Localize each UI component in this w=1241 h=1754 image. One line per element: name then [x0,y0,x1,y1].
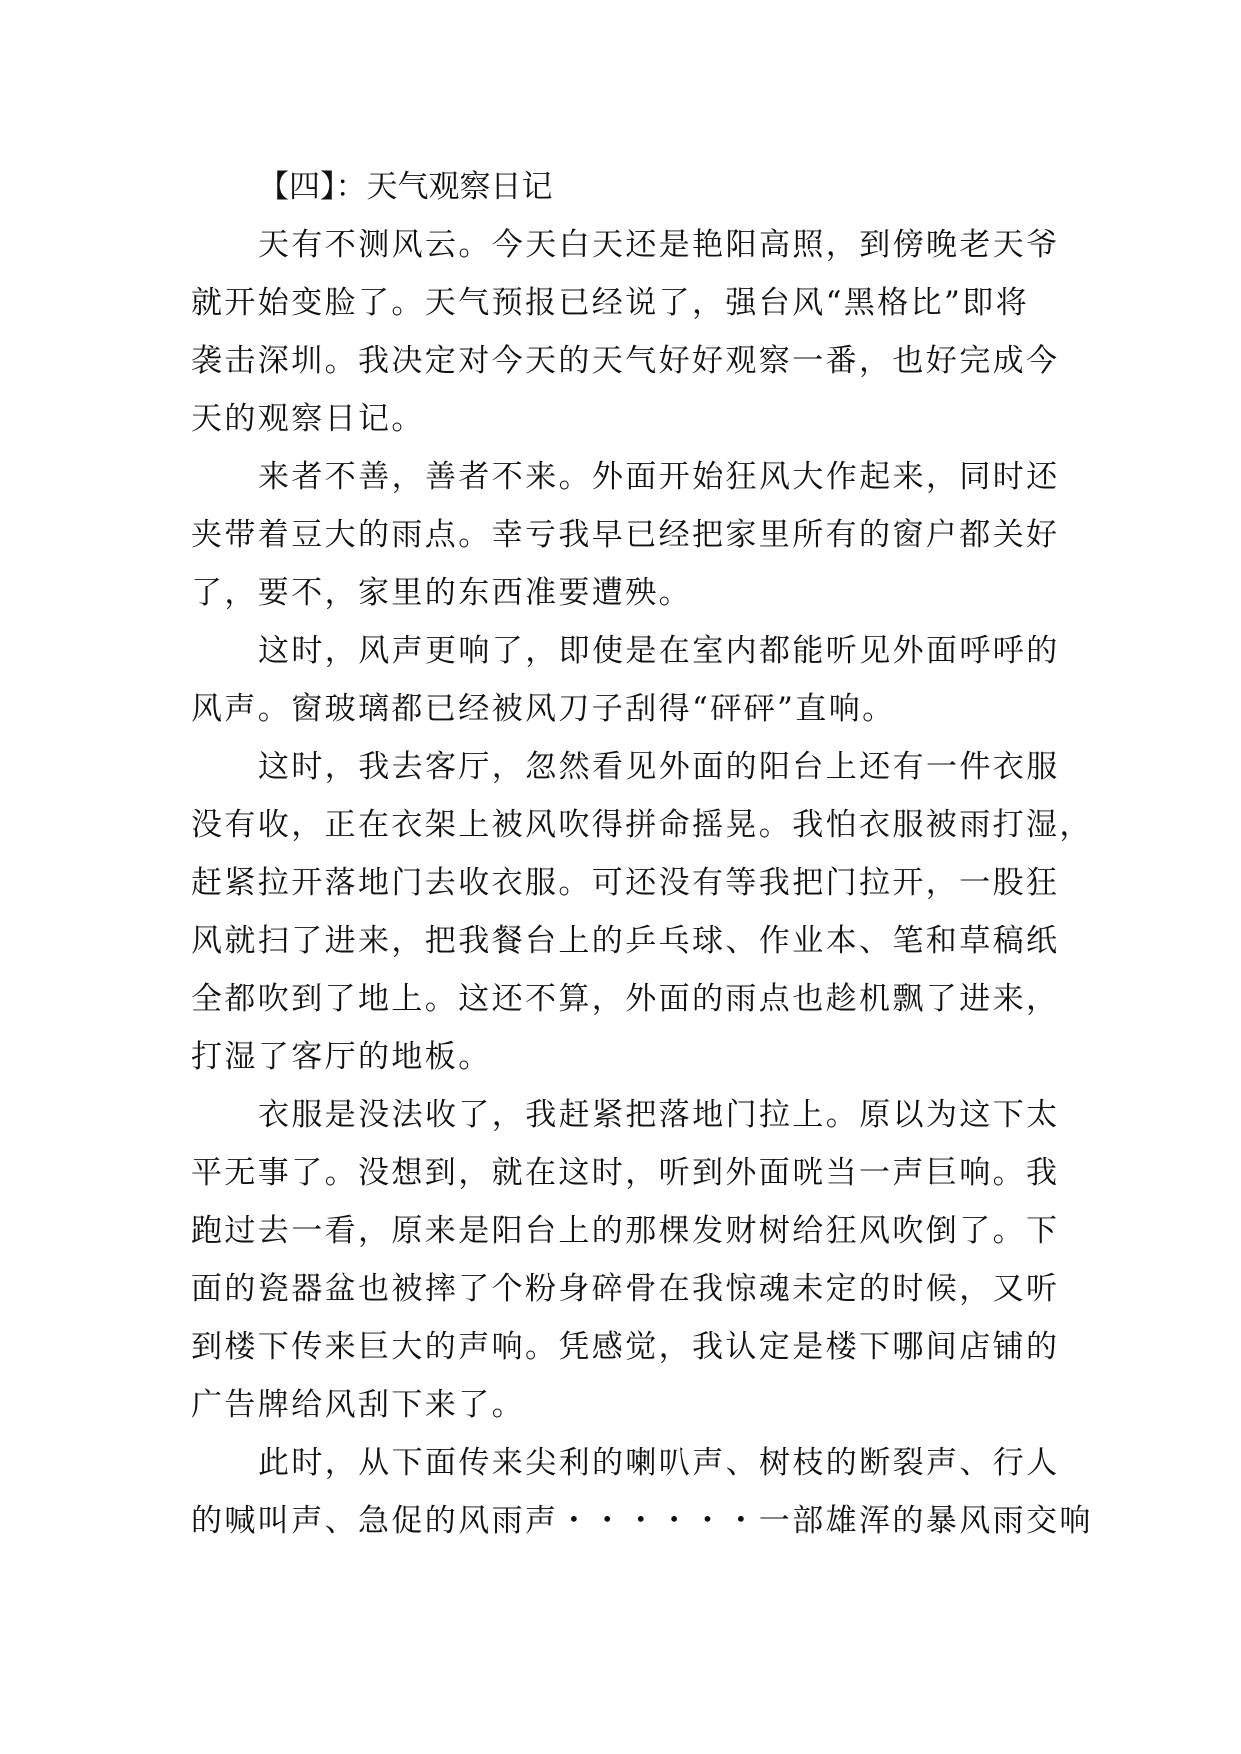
text-line: 此时，从下面传来尖利的喇叭声、树枝的断裂声、行人 [258,1445,1060,1481]
text-line: 就开始变脸了。天气预报已经说了，强台风“黑格比”即将 [191,285,1030,321]
text-line: 天的观察日记。 [191,401,425,437]
paragraph [191,216,1061,448]
text-line: 风就扫了进来，把我餐台上的乒乓球、作业本、笔和草稿纸 [191,923,1060,959]
section-heading: 【四】：天气观察日记 [258,169,553,205]
text-line: 跑过去一看，原来是阳台上的那棵发财树给狂风吹倒了。下 [191,1213,1060,1249]
text-line: 了，要不，家里的东西准要遭殃。 [191,575,692,611]
text-line: 赶紧拉开落地门去收衣服。可还没有等我把门拉开，一股狂 [191,865,1060,901]
text-line: 天有不测风云。今天白天还是艳阳高照，到傍晚老天爷 [258,227,1060,263]
text-line: 这时，风声更响了，即使是在室内都能听见外面呼呼的 [258,633,1060,669]
text-line: 广告牌给风刮下来了。 [191,1387,525,1423]
text-line: 的喊叫声、急促的风雨声・・・・・・一部雄浑的暴风雨交响 [191,1503,1093,1539]
paragraph [191,1434,1093,1550]
text-line: 平无事了。没想到，就在这时，听到外面咣当一声巨响。我 [191,1155,1060,1191]
paragraph-list [191,216,1093,1550]
text-line: 这时，我去客厅，忽然看见外面的阳台上还有一件衣服 [258,749,1060,785]
text-line: 到楼下传来巨大的声响。凭感觉，我认定是楼下哪间店铺的 [191,1329,1060,1365]
text-line: 袭击深圳。我决定对今天的天气好好观察一番，也好完成今 [191,343,1060,379]
text-line: 来者不善，善者不来。外面开始狂风大作起来，同时还 [258,459,1060,495]
document-body [191,158,1093,1550]
paragraph [191,1086,1061,1434]
text-line: 没有收，正在衣架上被风吹得拼命摇晃。我怕衣服被雨打湿， [191,807,1093,843]
text-line: 夹带着豆大的雨点。幸亏我早已经把家里所有的窗户都关好 [191,517,1060,553]
text-line: 衣服是没法收了，我赶紧把落地门拉上。原以为这下太 [258,1097,1060,1133]
text-line: 打湿了客厅的地板。 [191,1039,492,1075]
paragraph [191,622,1061,738]
paragraph [191,448,1061,622]
text-line: 风声。窗玻璃都已经被风刀子刮得“砰砰”直响。 [191,691,896,727]
text-line: 全都吹到了地上。这还不算，外面的雨点也趁机飘了进来， [191,981,1060,1017]
text-line: 面的瓷器盆也被摔了个粉身碎骨在我惊魂未定的时候，又听 [191,1271,1060,1307]
paragraph [191,738,1093,1086]
